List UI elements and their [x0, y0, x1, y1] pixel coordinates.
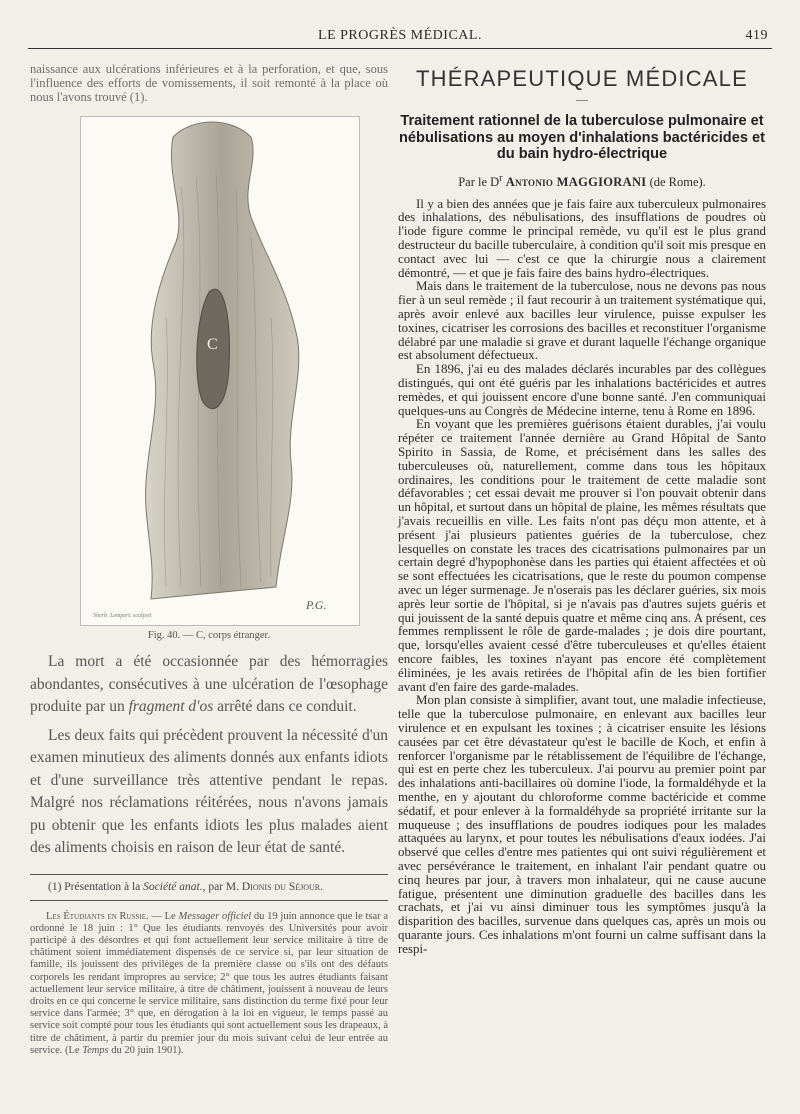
figure-caption [30, 630, 388, 641]
emphasis-text: Société anat. [143, 880, 203, 893]
footnote-divider [30, 874, 388, 875]
figure-illustration [80, 116, 360, 626]
text-segment: du 20 juin 1901). [108, 1044, 184, 1056]
text-segment: La mort a été occasionnée par des hémorragies abondantes, consécutives à une ulcération de l'œsophage produite par un [30, 653, 388, 715]
artist-signature: P.G. [306, 598, 327, 612]
running-header [28, 26, 772, 49]
journal-title: LE PROGRÈS MÉDICAL. [318, 28, 482, 43]
left-paragraph-2: Les deux faits qui précèdent prouvent la nécessité d'un examen minutieux des aliments donnés aux enfants idiots et d'une surveillance très attentive pendant le repas. Malgré nos réclamations réitérées, nous n'avons jamais pu obtenir que les enfants idiots les plus malades aient des aliments choisis en raison de leur état de santé. [30, 726, 388, 856]
caption-text: corps étranger. [208, 630, 271, 641]
section-title: THÉRAPEUTIQUE MÉDICALE [415, 66, 748, 91]
article-paragraph: Mon plan consiste à simplifier, avant tout, une maladie infectieuse, telle que la tuberculose pulmonaire, en enlevant aux bacilles leur virulence et en expulsant les toxines ; à cicatriser ensuite les lésions causées par cet être dévastateur qu'est le bacille de Koch, et enfin à renforcer l'organisme par le rétablissement de l'équilibre de l'échange, qui est en perte chez les tuberculeux. J'ai pourvu au premier point par des inhalations anti-bacillaires où domine l'iode, la formaldéhyde et la menthe, en y ajoutant du chloroforme comme bactéricide et comme sédatif, et pour enlever à la formaldéhyde sa propriété irritante sur la muqueuse ; des insufflations de poudres iodiques pour les malades attaquées au larynx, et pour toutes les nébulisations d'eaux iodées. J'ai observé que celles d'entre mes patientes qui ont suivi régulièrement et avec persévérance le traitement, en inhalant l'air pendant quatre ou cinq heures par jour, à travers mon inhalateur, qui ne cause aucune fatigue, présentent une diminution graduelle des bacilles dans les crachats, et j'ai vu ainsi diminuer tous les symptômes jusqu'à la disparition des bacilles, survenue dans quelques cas, après un mois ou quarante jours. Ces inhalations m'ont fourni un calme suffisant dans la respi- [398, 693, 766, 956]
text-segment: , par M. [202, 880, 242, 893]
left-intro-text: naissance aux ulcérations inférieures et à la perforation, et que, sous l'influence des efforts de vomissements, il soit remonté à la place où nous l'avons trouvé (1). [30, 62, 388, 104]
right-column [398, 62, 766, 956]
engraver-credit: Sherb. Lempert. sculpsit [93, 613, 152, 619]
text-segment: . [320, 880, 323, 893]
news-body: du 19 juin annonce que le tsar a ordonné le 18 juin : 1° Que les étudiants renvoyés des Universités pour avoir participé à des désordres et qui font actuellement leur service militaire à titre de châtiment soient immédiatement dispensés de ce service si, par leur situation de famille, ils jouissent des privilèges de la première classe ou s'ils ont des défauts corporels les rendant impropres au service; 2° que tous les autres étudiants faisant actuellement leur service militaire, à titre de châtiment, jouissent à nouveau de leurs droits en ce qui concerne le service militaire, sans distinction du terme fixé pour leur service dans l'armée; 3° que, en dérogation à la loi en vigueur, le temps passé au service soit compté pour tous les étudiants qui sont actuellement sous les drapeaux, à titre de châtiment, à partir du premier jour du mois suivant celui de leur entrée au service. (Le [30, 910, 389, 1056]
byline [398, 173, 766, 190]
article-title: Traitement rationnel de la tuberculose pulmonaire et nébulisations au moyen d'inhalations bactéricides et du bain hydro-électrique [399, 113, 765, 162]
left-paragraph-1 [30, 651, 388, 719]
news-item [30, 911, 388, 1057]
article-paragraph: En 1896, j'ai eu des malades déclarés incurables par des collègues distingués, qui ont été guéris par les inhalations bactéricides et autres remèdes, et qui jouissent encore d'une bonne santé. J'en communiquai quelques-uns au Congrès de Médecine interne, tenu à Rome en 1896. [398, 362, 766, 418]
section-rule: — [576, 92, 588, 106]
news-divider [30, 900, 388, 901]
article-paragraph: En voyant que les premières guérisons étaient durables, j'ai voulu répéter ce traitement l'année dernière au Grand Hôpital de Santo Spirito in Sassia, de Rome, et précisément dans les salles des tuberculeuses où, naturellement, comme dans tous les hôpitaux ordinaires, les conditions pour le traitement de cette maladie sont défavorables ; cet essai devait me prouver si l'on pouvait obtenir dans un hôpital, et surtout dans un hôpital de plaine, les mêmes résultats que j'avais recueillis en ville. Les faits n'ont pas déçu mon attente, et à présent j'ai plusieurs patientes guéries de la tuberculose, chez lesquelles on constate les traces des cicatrisations pulmonaires par un certain degré d'hypophonèse dans les parties qui étaient affectées et où se sont effectuées les cicatrisations, que le reste du poumon compense avec un léger surmenage. Je n'oserais pas les déclarer guéries, six mois après leur sortie de l'hôpital, si je n'avais pas d'autres sujets guéris et qui jouissent de la santé depuis quatre et même cinq ans. A présent, ces femmes remplissent le rôle de garde-malades ; je dois dire pourtant, que, lorsqu'elles avaient cessé d'être tuberculeuses et qu'elles étaient encore faibles, les toxines n'ayant pas encore été complètement éliminées, je les avais retirées de l'hôpital afin de les bien fortifier avant d'en faire des garde-malades. [398, 417, 766, 694]
emphasis-text: Messager officiel [178, 910, 252, 922]
text-segment: r [499, 172, 503, 184]
text-segment: arrêté dans ce conduit. [213, 698, 357, 715]
text-segment: Par le D [458, 174, 500, 189]
author-name: Antonio MAGGIORANI [505, 174, 647, 189]
emphasis-text: fragment d'os [128, 698, 214, 715]
text-segment: — Le [148, 910, 179, 922]
page-number: 419 [745, 28, 768, 43]
emphasis-text: Temps [82, 1044, 109, 1056]
article-paragraph: Il y a bien des années que je fais faire aux tuberculeux pulmonaires des inhalations, des nébulisations, des insufflations de poudres où l'iode figure comme le principal remède, vu qu'il est le plus grand destructeur du bacille tuberculaire, à condition qu'il soit mis presque en contact avec lui — c'est ce que la chirurgie nous a clairement démontré, — et que je fais faire des bains hydro-électriques. [398, 196, 766, 280]
footnote [30, 881, 388, 894]
author-name: Dionis du Séjour [241, 880, 321, 893]
article-paragraph: Mais dans le traitement de la tuberculose, nous ne devons pas nous fier à un seul remède ; il faut recourir à un traitement systématique qui, après avoir enlevé aux bacilles leur virulence, puisse expulser les toxines, cicatriser les corrosions des bacilles et reconstituer l'organisme délabré par une maladie si grave et durant laquelle l'échange organique est absolument défectueux. [398, 279, 766, 363]
caption-prefix: Fig. 40. — C, [147, 630, 206, 641]
marker-c: C [207, 336, 218, 353]
text-segment: (1) Présentation à la [48, 880, 144, 893]
esophagus-drawing [81, 117, 359, 625]
text-segment: (de Rome). [646, 174, 706, 189]
news-heading: Les Étudiants en Russie. [46, 910, 149, 922]
left-column [30, 62, 388, 1057]
